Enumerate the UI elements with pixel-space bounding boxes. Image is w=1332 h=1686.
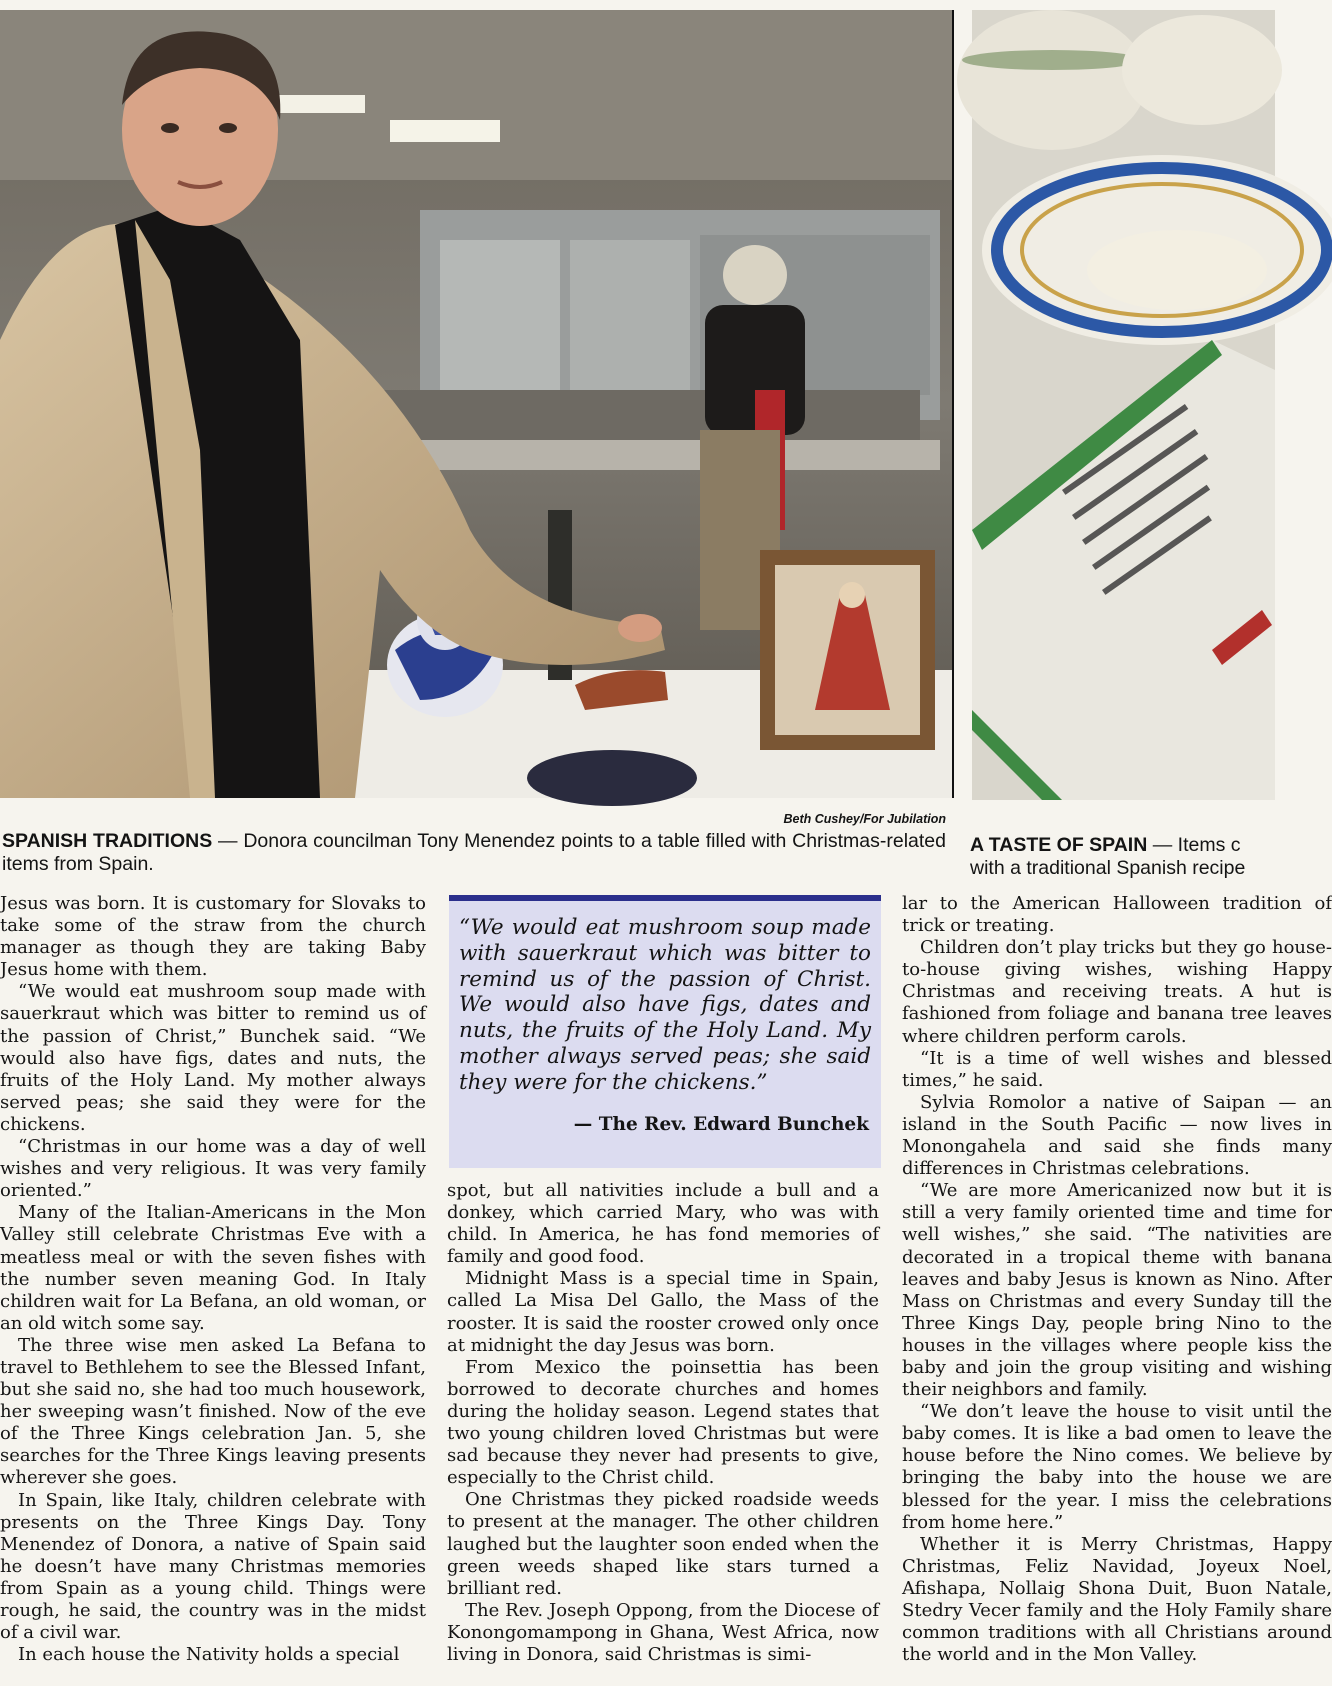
side-caption-headline: A TASTE OF SPAIN [970,834,1148,856]
caption-text: — Donora councilman Tony Menendez points to a table filled with Christmas-related items from Spain. [2,830,946,875]
paragraph: “It is a time of well wishes and blessed times,” he said. [902,1047,1332,1091]
paragraph: Jesus was born. It is customary for Slovaks to take some of the straw from the church manager as though they are taking Baby Jesus home with them. [0,893,426,981]
caption-headline: SPANISH TRADITIONS [2,830,213,852]
paragraph: “We would eat mushroom soup made with sauerkraut which was bitter to remind us of the passion of Christ,” Bunchek said. “We would also have figs, dates and nuts, the fruits of the Holy Land. My mother always served peas; she said they were for the chickens. [0,981,426,1135]
side-caption-line2: with a traditional Spanish recipe [970,857,1246,879]
paragraph: spot, but all nativities include a bull and a donkey, which carried Mary, who was with child. In America, he has fond memories of family and good food. [447,1180,879,1268]
pull-quote [449,895,881,1168]
article-column-1 [0,893,426,1666]
article-column-3 [902,893,1332,1666]
pull-quote-text: “We would eat mushroom soup made with sauerkraut which was bitter to remind us of the passion of Christ. We would also have figs, dates and nuts, the fruits of the Holy Land. My mother always served peas; she said they were for the chickens.” [459,915,871,1095]
article-column-2 [447,1180,879,1666]
paragraph: “We don’t leave the house to visit until the baby comes. It is like a bad omen to leave the house before the Nino comes. We believe by bringing the baby into the house we are blessed for the year. I miss the celebrations from home here.” [902,1401,1332,1533]
paragraph: Sylvia Romolor a native of Saipan — an island in the South Pacific — now lives in Monongahela and said she finds many differences in Christmas celebrations. [902,1091,1332,1180]
main-photo [0,10,954,798]
paragraph: Children don’t play tricks but they go house-to-house giving wishes, wishing Happy Christmas and receiving treats. A hut is fashioned from foliage and banana tree leaves where children perform carols. [902,937,1332,1047]
paragraph: “Christmas in our home was a day of well wishes and very religious. It was very family oriented.” [0,1136,426,1202]
paragraph: “We are more Americanized now but it is still a very family oriented time and time for well wishes,” she said. “The nativities are decorated in a tropical theme with banana leaves and baby Jesus is known as Nino. After Mass on Christmas and every Sunday till the Three Kings Day, people bring Nino to the houses in the villages where people kiss the baby and join the group visiting and wishing their neighbors and family. [902,1180,1332,1401]
paragraph: Many of the Italian-Americans in the Mon Valley still celebrate Christmas Eve with a meatless meal or with the seven fishes with the number seven meaning God. In Italy children wait for La Befana, an old woman, or an old witch some say. [0,1202,426,1334]
paragraph: The Rev. Joseph Oppong, from the Diocese of Konongomampong in Ghana, West Africa, now living in Donora, said Christmas is simi- [447,1599,879,1665]
paragraph: lar to the American Halloween tradition of trick or treating. [902,893,1332,937]
paragraph: In Spain, like Italy, children celebrate with presents on the Three Kings Day. Tony Menendez of Donora, a native of Spain said he doesn’t have many Christmas memories from Spain as a young child. Things were rough, he said, the country was in the midst of a civil war. [0,1489,426,1644]
paragraph: The three wise men asked La Befana to travel to Bethlehem to see the Blessed Infant, but she said no, she had too much housework, her sweeping wasn’t finished. Now of the eve of the Three Kings celebration Jan. 5, she searches for the Three Kings leaving presents wherever she goes. [0,1334,426,1489]
paragraph: Whether it is Merry Christmas, Happy Christmas, Feliz Navidad, Joyeux Noel, Afishapa, Nollaig Shona Duit, Buon Natale, Stedry Vecer family and the Holy Family share common traditions with all Christians around the world and in the Mon Valley. [902,1533,1332,1666]
main-photo-caption [2,830,946,876]
spanish-tableware-image [972,10,1275,800]
paragraph: Midnight Mass is a special time in Spain, called La Misa Del Gallo, the Mass of the rooster. It is said the rooster crowed only once at midnight the day Jesus was born. [447,1268,879,1356]
paragraph: In each house the Nativity holds a special [18,1644,400,1666]
side-caption-line1: — Items c [1147,834,1241,856]
side-photo-caption [970,834,1275,880]
kitchen-scene-image [0,10,952,798]
paragraph: One Christmas they picked roadside weeds to present at the manager. The other children laughed but the laughter soon ended when the green weeds shaped like stars turned a brilliant red. [447,1489,879,1599]
side-photo [972,10,1275,800]
photo-credit: Beth Cushey/For Jubilation [783,812,946,826]
pull-quote-attribution: — The Rev. Edward Bunchek [573,1113,869,1135]
paragraph: From Mexico the poinsettia has been borrowed to decorate churches and homes during the holiday season. Legend states that two young children loved Christmas but were sad because they never had presents to give, especially to the Christ child. [447,1356,879,1489]
